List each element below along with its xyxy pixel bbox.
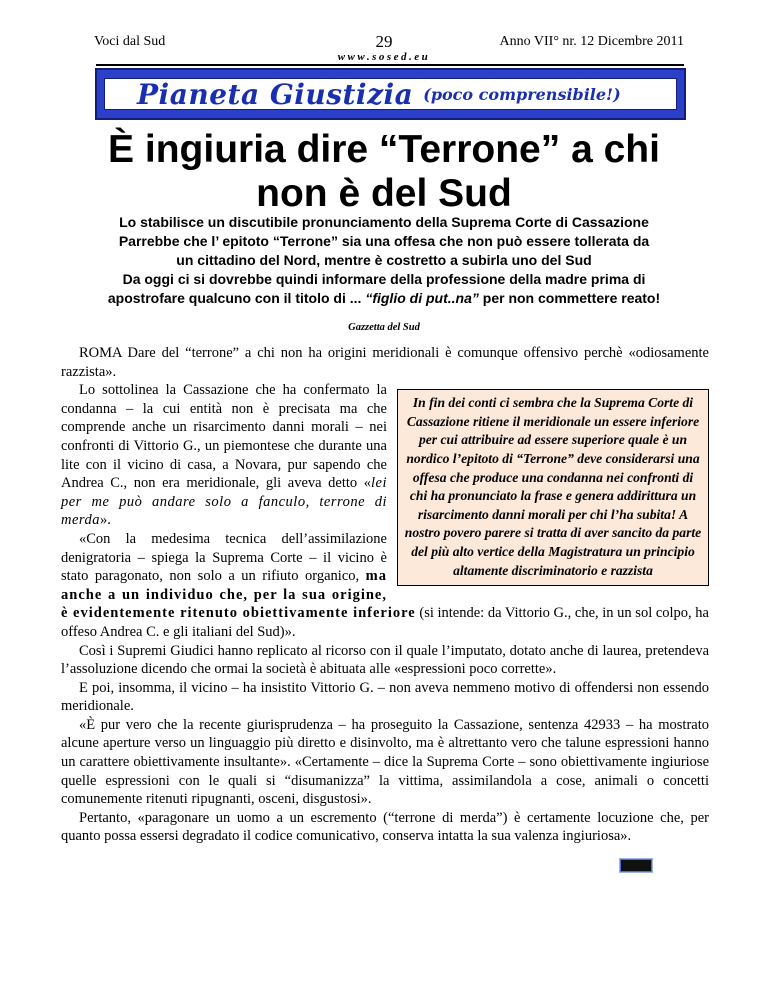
- summary-line-3: un cittadino del Nord, mentre è costretto a subirla uno del Sud: [176, 252, 592, 268]
- summary-line-5-start: apostrofare qualcuno con il titolo di ...: [107, 290, 366, 306]
- article-headline: [80, 128, 688, 216]
- summary-line-4: Da oggi ci si dovrebbe quindi informare della professione della madre prima di: [122, 271, 646, 287]
- summary-quote: “figlio di put..na”: [365, 290, 479, 306]
- paragraph-2-quote: lei per me può andare solo a fanculo, terrone di merda: [61, 475, 387, 529]
- editorial-callout-box: In fin dei conti ci sembra che la Suprema Corte di Cassazione ritiene il meridionale un essere inferiore per cui attribuire ad essere superiore quale è un nordico l’epitoto di “Terrone” deve considerarsi una offesa che produce una condanna nei confronti di chi ha pronunciato la frase e genera addirittura un risarcimento danni morali per chi l’ha subita! A nostro povero parere si tratta di aver sancito da parte del più alto vertice della Magistratura un principio altamente discriminatorio e razzista: [397, 389, 709, 586]
- header-issue-date: Anno VII° nr. 12 Dicembre 2011: [499, 34, 684, 49]
- article-body: [61, 344, 709, 846]
- summary-line-5-end: per non commettere reato!: [478, 290, 661, 306]
- paragraph-2-text: Lo sottolinea la Cassazione che ha confermato la condanna – la cui entità non è precisata ma che comprende anche un risarcimento danni morali – nei confronti di Vittorio G., un piemontese che durante una lite con il vicino di casa, a Novara, pur sapendo che Andrea C., non era meridionale, gli aveva detto «: [61, 382, 387, 492]
- headline-line-2: non è del Sud: [256, 172, 512, 215]
- section-banner: [95, 68, 686, 120]
- article-paragraph-4: Così i Supremi Giudici hanno replicato al ricorso con il quale l’imputato, dotato anche di laurea, pretendeva l’assoluzione dicendo che ormai la società è abituata alle «espressioni poco corrette».: [61, 642, 709, 678]
- paragraph-3-emphasis: ma anche a un individuo che, per la sua origine, è evidentemente ritenuto obiettivamente inferiore: [61, 568, 416, 622]
- article-source: Gazzetta del Sud: [348, 322, 420, 333]
- end-of-article-marker: [620, 859, 652, 872]
- header-divider: [96, 64, 684, 66]
- summary-line-2: Parrebbe che l’ epitoto “Terrone” sia una offesa che non può essere tollerata da: [118, 233, 650, 249]
- section-subtitle: (poco comprensibile!): [423, 84, 621, 104]
- paragraph-3-end: (si intende: da Vittorio G., che, in un sol colpo, ha offeso Andrea C. e gli italiani del Sud)».: [61, 605, 709, 640]
- article-paragraph-1: ROMA Dare del “terrone” a chi non ha origini meridionali è comunque offensivo perchè «odiosamente razzista».: [61, 345, 709, 380]
- paragraph-3-start: «Con la medesima tecnica dell’assimilazione denigratoria – spiega la Suprema Corte – il vicino è stato paragonato, non solo a un rifiuto organico,: [61, 530, 387, 585]
- article-paragraph-7: Pertanto, «paragonare un uomo a un escremento (“terrone di merda”) è certamente locuzione che, per quanto possa essersi degradato il codice comunicativo, conserva intatta la sua valenza ingiuriosa».: [61, 809, 709, 845]
- article-paragraph-5: E poi, insomma, il vicino – ha insistito Vittorio G. – non aveva nemmeno motivo di offendersi non essendo meridionale.: [61, 679, 709, 715]
- summary-line-1: Lo stabilisce un discutibile pronunciamento della Suprema Corte di Cassazione: [119, 214, 649, 230]
- article-paragraph-6: «È pur vero che la recente giurisprudenza – ha proseguito la Cassazione, sentenza 42933 – ha mostrato alcune aperture verso un linguaggio più diretto e disinvolto, ma è altrettanto vero che talune espressioni hanno un carattere obiettivamente insultante». «Certamente – dice la Suprema Corte – sono obiettivamente ingiuriose quelle espressioni con le quali si “disumanizza” la vittima, assimilandola a cose, animali o concetti comunemente ritenuti ripugnanti, osceni, disgustosi».: [61, 716, 709, 808]
- header-publication-name: Voci dal Sud: [94, 34, 166, 49]
- article-summary: [40, 213, 728, 308]
- section-title: Pianeta Giustizia: [137, 77, 414, 111]
- headline-line-1: È ingiuria dire “Terrone” a chi: [108, 128, 660, 171]
- paragraph-2-end: ».: [100, 512, 111, 529]
- summary-line-5: [40, 289, 728, 308]
- header-website-url: www.sosed.eu: [337, 51, 431, 63]
- section-banner-inner: [104, 78, 677, 110]
- header-page-number: 29: [375, 32, 393, 51]
